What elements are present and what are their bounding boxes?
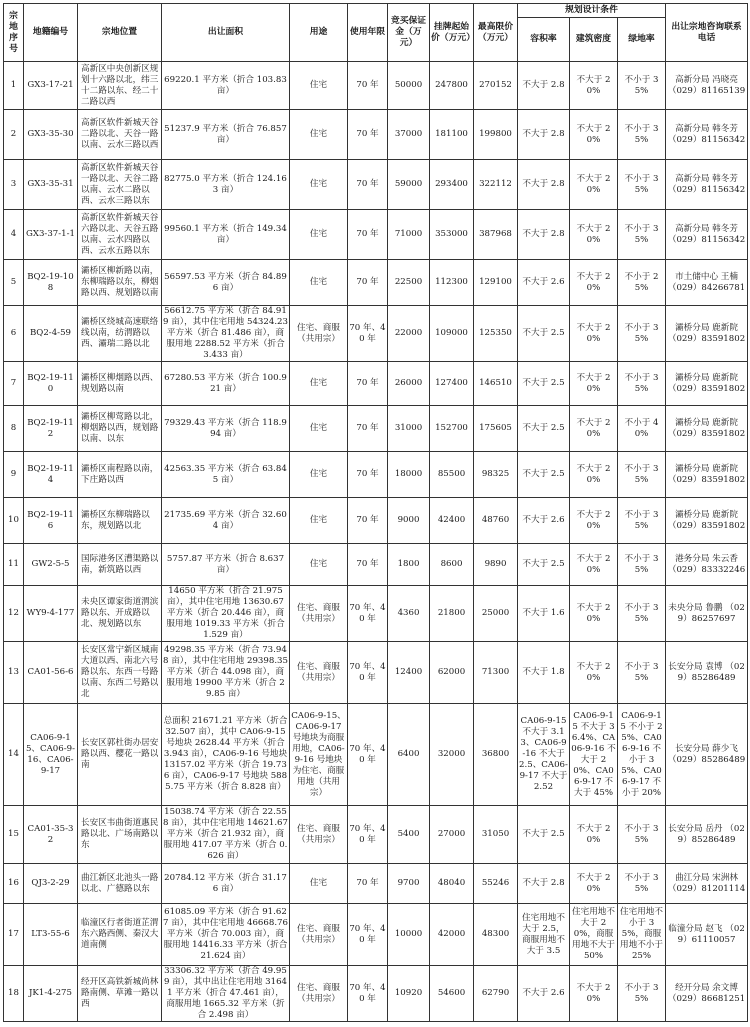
row-deposit: 12400: [388, 642, 430, 704]
header-start-price: 挂牌起始价（万元）: [430, 4, 474, 62]
row-term: 70 年: [348, 498, 388, 544]
row-code: BQ2-19-110: [24, 362, 78, 406]
row-green: 不小于 35%: [618, 362, 666, 406]
row-far: 不大于 2.8: [518, 110, 570, 160]
table-row: [4, 62, 748, 110]
row-far: 不大于 2.6: [518, 498, 570, 544]
row-deposit: 22000: [388, 306, 430, 362]
header-use: 用途: [290, 4, 348, 62]
row-start-price: 27000: [430, 806, 474, 864]
row-seq: 13: [4, 642, 24, 704]
row-far: 不大于 2.8: [518, 62, 570, 110]
row-green: 不小于 35%: [618, 642, 666, 704]
row-start-price: 109000: [430, 306, 474, 362]
row-use: 住宅、商服（共用宗）: [290, 806, 348, 864]
row-start-price: 42000: [430, 904, 474, 966]
row-start-price: 127400: [430, 362, 474, 406]
row-seq: 9: [4, 452, 24, 498]
row-density: 不大于 20%: [570, 260, 618, 306]
row-area: 33306.32 平方米（折合 49.959 亩），其中出让住宅用地 31641 平方米（折合 47.461 亩），商服用地 1665.32 平方米（折合 2.498 亩）: [162, 966, 290, 1022]
table-row: [4, 864, 748, 904]
row-use: 住宅: [290, 210, 348, 260]
header-area: 出让面积: [162, 4, 290, 62]
row-green: 不小于 35%: [618, 498, 666, 544]
row-area: 67280.53 平方米（折合 100.921 亩）: [162, 362, 290, 406]
row-far: 不大于 2.5: [518, 406, 570, 452]
row-deposit: 4360: [388, 586, 430, 642]
row-use: 住宅、商服（共用宗）: [290, 586, 348, 642]
row-area: 5757.87 平方米（折合 8.637 亩）: [162, 544, 290, 586]
row-green: 不小于 35%: [618, 806, 666, 864]
row-start-price: 152700: [430, 406, 474, 452]
row-area: 56597.53 平方米（折合 84.896 亩）: [162, 260, 290, 306]
row-code: QJ3-2-29: [24, 864, 78, 904]
row-location: 灞桥区绕城高速联络线以南，纺渭路以西、灞瑞二路以北: [78, 306, 162, 362]
row-contact: 曲江分局 宋洲林 （029）81201114: [666, 864, 748, 904]
row-term: 70 年、40 年: [348, 806, 388, 864]
row-code: CA06-9-15、CA06-9-16、CA06-9-17: [24, 704, 78, 806]
row-contact: 灞桥分局 鹿新院 （029）83591802: [666, 406, 748, 452]
row-deposit: 1800: [388, 544, 430, 586]
row-far: CA06-9-15 不大于 3.13、CA06-9-16 不大于 2.5、CA06-9-17 不大于 2.52: [518, 704, 570, 806]
row-deposit: 10000: [388, 904, 430, 966]
row-density: 不大于 20%: [570, 362, 618, 406]
header-contact: 出让宗地咨询联系电话: [666, 4, 748, 62]
row-location: 临潼区行者街道芷渭东六路西侧、秦汉大道南侧: [78, 904, 162, 966]
header-density: 建筑密度: [570, 18, 618, 62]
row-use: 住宅、商服（共用宗）: [290, 642, 348, 704]
row-start-price: 42400: [430, 498, 474, 544]
row-green: 不小于 35%: [618, 306, 666, 362]
row-code: BQ2-19-114: [24, 452, 78, 498]
row-contact: 临潼分局 赵飞 （029）61110057: [666, 904, 748, 966]
row-max-price: 146510: [474, 362, 518, 406]
row-deposit: 50000: [388, 62, 430, 110]
row-code: GX3-17-21: [24, 62, 78, 110]
row-location: 国际港务区漕渠路以南，新筑路以西: [78, 544, 162, 586]
row-use: 住宅: [290, 362, 348, 406]
row-code: JK1-4-275: [24, 966, 78, 1022]
row-start-price: 21800: [430, 586, 474, 642]
table-row: [4, 586, 748, 642]
row-area: 42563.35 平方米（折合 63.845 亩）: [162, 452, 290, 498]
header-code: 地籍编号: [24, 4, 78, 62]
row-code: GX3-35-30: [24, 110, 78, 160]
row-seq: 16: [4, 864, 24, 904]
row-max-price: 25000: [474, 586, 518, 642]
row-deposit: 31000: [388, 406, 430, 452]
row-seq: 1: [4, 62, 24, 110]
row-start-price: 112300: [430, 260, 474, 306]
row-code: WY9-4-177: [24, 586, 78, 642]
row-area: 49298.35 平方米（折合 73.948 亩），其中住宅用地 29398.35 平方米（折合 44.098 亩），商服用地 19900 平方米（折合 29.85 亩）: [162, 642, 290, 704]
row-max-price: 270152: [474, 62, 518, 110]
row-far: 不大于 2.8: [518, 160, 570, 210]
row-code: CA01-35-32: [24, 806, 78, 864]
row-far: 不大于 1.8: [518, 642, 570, 704]
row-area: 79329.43 平方米（折合 118.994 亩）: [162, 406, 290, 452]
row-seq: 18: [4, 966, 24, 1022]
row-area: 56612.75 平方米（折合 84.919 亩），其中住宅用地 54324.23 平方米（折合 81.486 亩），商服用地 2288.52 平方米（折合 3.433 亩）: [163, 306, 288, 360]
table-row: [4, 110, 748, 160]
row-density: 不大于 20%: [570, 806, 618, 864]
row-seq: 14: [4, 704, 24, 806]
header-max-price: 最高限价（万元）: [474, 4, 518, 62]
row-contact: 长安分局 薛少飞 （029）85286489: [666, 704, 748, 806]
row-seq: 12: [4, 586, 24, 642]
header-planning: 规划设计条件: [518, 4, 666, 18]
row-area: 99560.1 平方米（折合 149.34 亩）: [162, 210, 290, 260]
row-deposit: 18000: [388, 452, 430, 498]
row-location: 高新区软件新城天谷二路以北、天谷一路以南、云水三路以西: [78, 110, 162, 160]
row-start-price: 32000: [430, 704, 474, 806]
row-location: 灞桥区柳烟路以西、规划路以南: [78, 362, 162, 406]
table-header: [4, 4, 748, 62]
row-use: 住宅、商服（共用宗）: [290, 904, 348, 966]
row-location: 经开区高铁新城尚林路南侧、草滩一路以西: [78, 966, 162, 1022]
row-term: 70 年: [348, 210, 388, 260]
row-far: 不大于 2.5: [518, 362, 570, 406]
row-location: 长安区韦曲街道惠民路以北、广场南路以东: [78, 806, 162, 864]
table-row: [4, 966, 748, 1022]
row-max-price: 62790: [474, 966, 518, 1022]
row-contact: 灞桥分局 鹿新院 （029）83591802: [666, 452, 748, 498]
row-contact: 市土储中心 王楠 （029）84266781: [666, 260, 748, 306]
row-contact: 未央分局 鲁鹏 （029）86257697: [666, 586, 748, 642]
row-far: 不大于 1.6: [518, 586, 570, 642]
row-max-price: 129100: [474, 260, 518, 306]
row-term: 70 年: [348, 160, 388, 210]
row-density: 不大于 20%: [570, 864, 618, 904]
row-green: 不小于 35%: [618, 586, 666, 642]
row-max-price: 387968: [474, 210, 518, 260]
row-use: 住宅: [290, 160, 348, 210]
row-term: 70 年、40 年: [348, 966, 388, 1022]
row-contact: 高新分局 韩冬芳 （029）81156342: [666, 210, 748, 260]
row-density: 不大于 20%: [570, 966, 618, 1022]
row-density: 不大于 20%: [570, 642, 618, 704]
row-start-price: 181100: [430, 110, 474, 160]
header-far: 容积率: [518, 18, 570, 62]
row-contact: 高新分局 韩冬芳 （029）81156342: [666, 110, 748, 160]
row-term: 70 年、40 年: [348, 586, 388, 642]
row-deposit: 10920: [388, 966, 430, 1022]
land-parcel-table: [3, 3, 748, 1022]
row-max-price: 175605: [474, 406, 518, 452]
row-green: 住宅用地不小于 35%，商服用地不小于 25%: [618, 904, 666, 966]
row-term: 70 年、40 年: [348, 904, 388, 966]
row-max-price: 98325: [474, 452, 518, 498]
row-deposit: 5400: [388, 806, 430, 864]
table-row: [4, 306, 748, 362]
row-start-price: 48040: [430, 864, 474, 904]
row-area: 61085.09 平方米（折合 91.627 亩），其中住宅用地 46668.76 平方米（折合 70.003 亩），商服用地 14416.33 平方米（折合 21.624 亩）: [162, 904, 290, 966]
header-location: 宗地位置: [78, 4, 162, 62]
row-contact: 灞桥分局 鹿新院 （029）83591802: [666, 362, 748, 406]
row-term: 70 年、40 年: [348, 642, 388, 704]
row-term: 70 年: [348, 452, 388, 498]
row-term: 70 年: [348, 544, 388, 586]
row-use: 住宅: [290, 498, 348, 544]
row-density: 不大于 20%: [570, 452, 618, 498]
header-seq: 宗地序号: [4, 4, 24, 62]
row-far: 不大于 2.5: [518, 806, 570, 864]
row-max-price: 9890: [474, 544, 518, 586]
row-location: 高新区中央创新区规划十六路以北，纬三十二路以东、经二十二路以西: [78, 62, 162, 110]
row-max-price: 199800: [474, 110, 518, 160]
row-max-price: 55246: [474, 864, 518, 904]
row-seq: 8: [4, 406, 24, 452]
row-density: 不大于 20%: [570, 160, 618, 210]
row-seq: 2: [4, 110, 24, 160]
row-green: 不小于 25%: [618, 260, 666, 306]
table-row: [4, 406, 748, 452]
row-contact: 灞桥分局 鹿新院 （029）83591802: [666, 498, 748, 544]
row-location: 高新区软件新城天谷一路以北、天谷二路以南、云水二路以西、云水三路以东: [78, 160, 162, 210]
row-density: 不大于 20%: [570, 544, 618, 586]
row-contact: 高新分局 冯晓亮 （029）81165139: [666, 62, 748, 110]
row-term: 70 年: [348, 62, 388, 110]
row-max-price: 71300: [474, 642, 518, 704]
row-start-price: 293400: [430, 160, 474, 210]
row-location: 长安区郭杜街办居安路以西、樱花一路以南: [78, 704, 162, 806]
row-code: BQ2-4-59: [24, 306, 78, 362]
table-row: [4, 642, 748, 704]
row-use: 住宅: [290, 864, 348, 904]
row-area: 69220.1 平方米（折合 103.83 亩）: [162, 62, 290, 110]
row-area: 总面积 21671.21 平方米（折合 32.507 亩），其中 CA06-9-15 号地块 2628.44 平方米（折合 3.943 亩），CA06-9-16 号地块 13157.02 平方米（折合 19.736 亩），CA06-9-17 号地块 5885.75 平方米（折合 8.828 亩）: [162, 704, 290, 806]
row-green: 不小于 40%: [618, 406, 666, 452]
row-use: 住宅、商服（共用宗）: [290, 306, 348, 362]
row-green: 不小于 35%: [618, 544, 666, 586]
row-term: 70 年: [348, 864, 388, 904]
row-seq: 7: [4, 362, 24, 406]
row-contact: 港务分局 朱云香 （029）83332246: [666, 544, 748, 586]
row-start-price: 85500: [430, 452, 474, 498]
row-seq: 6: [4, 306, 24, 362]
row-area: 82775.0 平方米（折合 124.163 亩）: [162, 160, 290, 210]
row-start-price: 8600: [430, 544, 474, 586]
row-deposit: 26000: [388, 362, 430, 406]
row-area: 51237.9 平方米（折合 76.857 亩）: [162, 110, 290, 160]
row-seq: 5: [4, 260, 24, 306]
row-deposit: 59000: [388, 160, 430, 210]
row-location: 灞桥区东柳瑞路以东，规划路以北: [78, 498, 162, 544]
row-deposit: 71000: [388, 210, 430, 260]
row-start-price: 247800: [430, 62, 474, 110]
row-area: 15038.74 平方米（折合 22.558 亩），其中住宅用地 14621.67 平方米（折合 21.932 亩），商服用地 417.07 平方米（折合 0.626 亩）: [162, 806, 290, 864]
row-max-price: 48300: [474, 904, 518, 966]
row-area: 20784.12 平方米（折合 31.176 亩）: [162, 864, 290, 904]
header-term: 使用年限: [348, 4, 388, 62]
row-deposit: 9700: [388, 864, 430, 904]
row-far: 不大于 2.8: [518, 210, 570, 260]
row-location: 曲江新区北池头一路以北、广德路以东: [78, 864, 162, 904]
row-green: 不小于 35%: [618, 864, 666, 904]
row-density: CA06-9-15 不大于 36.4%、CA06-9-16 不大于 20%、CA06-9-17 不大于 45%: [570, 704, 618, 806]
row-location: 灞桥区柳莺路以北，柳烟路以西，规划路以南、以东: [78, 406, 162, 452]
row-seq: 17: [4, 904, 24, 966]
table-row: [4, 904, 748, 966]
header-green: 绿地率: [618, 18, 666, 62]
row-far: 不大于 2.6: [518, 966, 570, 1022]
row-term: 70 年: [348, 110, 388, 160]
row-code: LT3-55-6: [24, 904, 78, 966]
row-use: 住宅、商服（共用宗）: [290, 966, 348, 1022]
row-location: 高新区软件新城天谷六路以北、天谷五路以南、云水四路以西、云水五路以东: [78, 210, 162, 260]
row-seq: 4: [4, 210, 24, 260]
table-row: [4, 806, 748, 864]
row-deposit: 22500: [388, 260, 430, 306]
row-max-price: 125350: [474, 306, 518, 362]
table-row: [4, 362, 748, 406]
row-contact: 灞桥分局 鹿新院 （029）83591802: [666, 306, 748, 362]
table-row: [4, 452, 748, 498]
row-use: 住宅: [290, 110, 348, 160]
row-start-price: 353000: [430, 210, 474, 260]
row-code: GW2-5-5: [24, 544, 78, 586]
row-green: 不小于 35%: [618, 210, 666, 260]
row-max-price: 322112: [474, 160, 518, 210]
row-contact: 长安分局 袁博 （029）85286489: [666, 642, 748, 704]
row-location: 长安区常宁新区城南大道以西、南北六号路以东、东西一号路以南、东西二号路以北: [78, 642, 162, 704]
row-seq: 11: [4, 544, 24, 586]
row-contact: 经开分局 余文博 （029）86681251: [666, 966, 748, 1022]
row-area: 21735.69 平方米（折合 32.604 亩）: [162, 498, 290, 544]
row-density: 不大于 20%: [570, 210, 618, 260]
row-code: BQ2-19-108: [24, 260, 78, 306]
row-use: CA06-9-15、CA06-9-17 号地块为商服用地，CA06-9-16 号地块为住宅、商服用地（共用宗）: [290, 704, 348, 806]
row-density: 不大于 20%: [570, 586, 618, 642]
row-seq: 10: [4, 498, 24, 544]
row-code: GX3-35-31: [24, 160, 78, 210]
row-density: 不大于 20%: [570, 306, 618, 362]
row-contact: 高新分局 韩冬芳 （029）81156342: [666, 160, 748, 210]
row-max-price: 48760: [474, 498, 518, 544]
row-location: 灞桥区南程路以南，下庄路以西: [78, 452, 162, 498]
row-density: 不大于 20%: [570, 498, 618, 544]
row-green: 不小于 35%: [618, 452, 666, 498]
row-use: 住宅: [290, 62, 348, 110]
row-green: 不小于 35%: [618, 966, 666, 1022]
table-row: [4, 544, 748, 586]
row-seq: 15: [4, 806, 24, 864]
row-far: 住宅用地不大于 2.5，商服用地不大于 3.5: [518, 904, 570, 966]
row-density: 住宅用地不大于 20%，商服用地不大于 50%: [570, 904, 618, 966]
land-auction-table-page: [0, 3, 750, 1027]
row-max-price: 36800: [474, 704, 518, 806]
row-use: 住宅: [290, 260, 348, 306]
row-term: 70 年: [348, 362, 388, 406]
table-body: [4, 62, 748, 1022]
table-row: [4, 498, 748, 544]
row-use: 住宅: [290, 406, 348, 452]
row-density: 不大于 20%: [570, 406, 618, 452]
row-deposit: 37000: [388, 110, 430, 160]
row-code: BQ2-19-116: [24, 498, 78, 544]
row-start-price: 62000: [430, 642, 474, 704]
row-term: 70 年: [348, 406, 388, 452]
table-row: [4, 160, 748, 210]
table-row: [4, 210, 748, 260]
row-deposit: 9000: [388, 498, 430, 544]
row-area: 14650 平方米（折合 21.975 亩），其中住宅用地 13630.67 平方米（折合 20.446 亩），商服用地 1019.33 平方米（折合 1.529 亩）: [162, 586, 290, 642]
row-far: 不大于 2.5: [518, 452, 570, 498]
row-far: 不大于 2.5: [518, 306, 570, 362]
row-max-price: 31050: [474, 806, 518, 864]
row-density: 不大于 20%: [570, 62, 618, 110]
row-code: GX3-37-1-1: [24, 210, 78, 260]
row-term: 70 年、40 年: [348, 704, 388, 806]
header-deposit: 竞买保证金（万元）: [388, 4, 430, 62]
row-green: CA06-9-15 不小于 25%、CA06-9-16 不小于 35%、CA06-9-17 不小于 20%: [618, 704, 666, 806]
row-deposit: 6400: [388, 704, 430, 806]
row-term: 70 年: [348, 260, 388, 306]
row-green: 不小于 35%: [618, 110, 666, 160]
row-location: 灞桥区柳新路以南，东柳瑞路以东，柳烟路以西、规划路以南: [78, 260, 162, 306]
row-code: BQ2-19-112: [24, 406, 78, 452]
row-location: 未央区谭家街道渭滨路以东、开成路以北、规划路以东: [78, 586, 162, 642]
row-density: 不大于 20%: [570, 110, 618, 160]
row-far: 不大于 2.8: [518, 864, 570, 904]
row-code: CA01-56-6: [24, 642, 78, 704]
row-contact: 长安分局 岳丹 （029）85286489: [666, 806, 748, 864]
row-use: 住宅: [290, 544, 348, 586]
row-use: 住宅: [290, 452, 348, 498]
row-start-price: 54600: [430, 966, 474, 1022]
row-green: 不小于 35%: [618, 62, 666, 110]
row-far: 不大于 2.5: [518, 544, 570, 586]
row-green: 不小于 35%: [618, 160, 666, 210]
row-seq: 3: [4, 160, 24, 210]
row-far: 不大于 2.6: [518, 260, 570, 306]
row-term: 70 年、40 年: [348, 306, 388, 362]
table-row: [4, 704, 748, 806]
table-row: [4, 260, 748, 306]
